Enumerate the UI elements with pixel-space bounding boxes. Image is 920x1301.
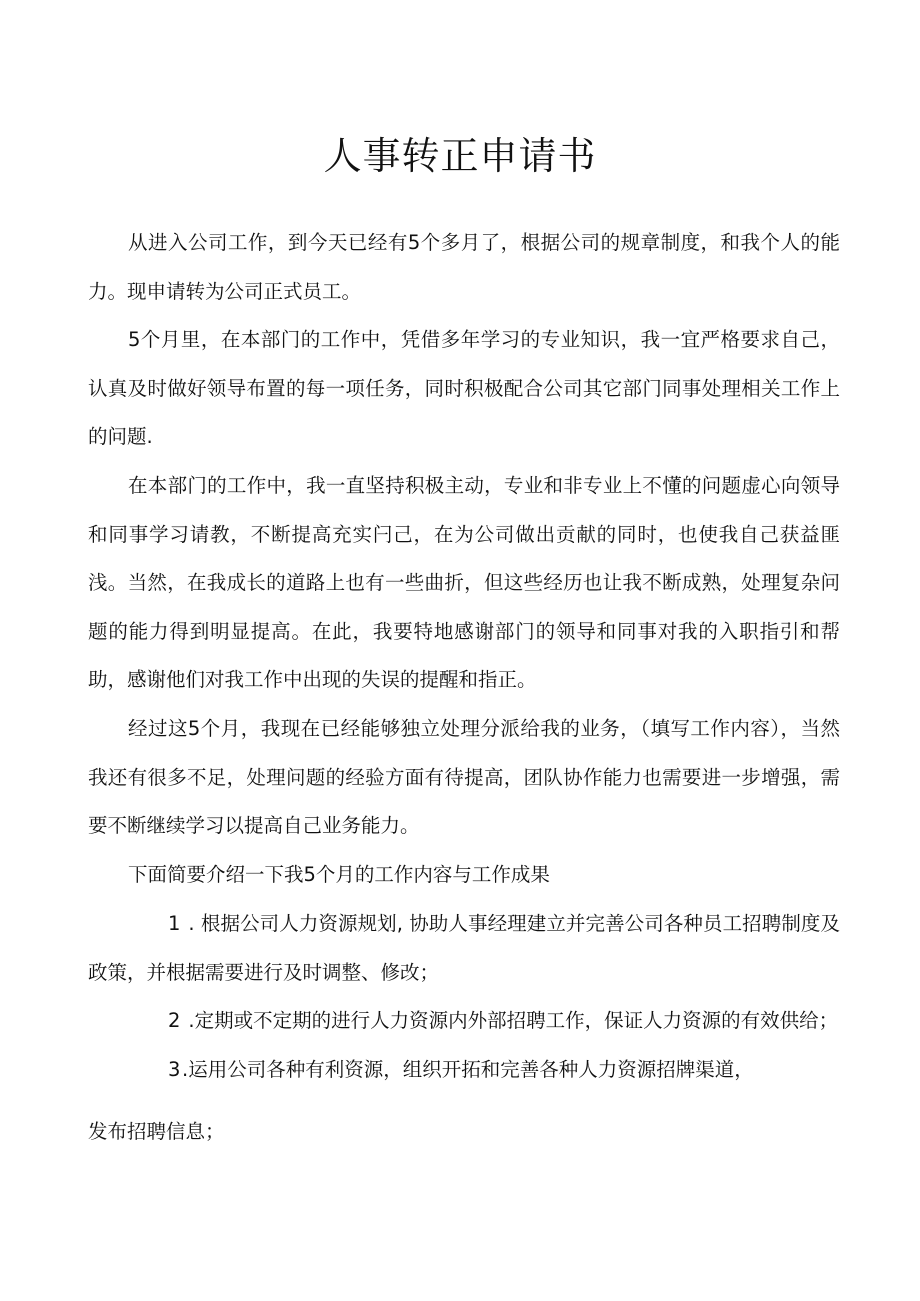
paragraph-4: 经过这5个月，我现在已经能够独立处理分派给我的业务，（填写工作内容），当然我还有很多不足，处理问题的经验方面有待提高，团队协作能力也需要进一步增强，需要不断继续学习以提高自己业务能力。: [88, 717, 840, 837]
list-item-text: .定期或不定期的进行人力资源内外部招聘工作，保证人力资源的有效供给；: [188, 1009, 839, 1032]
list-item-2: [88, 997, 840, 1046]
list-item-1: [88, 900, 840, 997]
paragraph-2: 5个月里，在本部门的工作中，凭借多年学习的专业知识，我一宜严格要求自己，认真及时做好领导布置的每一项任务，同时积极配合公司其它部门同事处理相关工作上的问题.: [88, 328, 840, 448]
list-item-text: .运用公司各种有利资源，组织开拓和完善各种人力资源招牌渠道，: [182, 1058, 754, 1081]
continuation-text: 发布招聘信息；: [88, 1120, 225, 1143]
list-item-text: . 根据公司人力资源规划, 协助人事经理建立并完善公司各种员工招聘制度及政策，并根据需要进行及时调整、修改；: [88, 912, 840, 984]
document-title: 人事转正申请书: [323, 134, 597, 178]
paragraph-5: 下面简要介绍一下我5个月的工作内容与工作成果: [128, 863, 550, 886]
paragraph-1: 从进入公司工作，到今天已经有5个多月了，根据公司的规章制度，和我个人的能力。现申请转为公司正式员工。: [88, 231, 840, 303]
list-item-number: 1: [168, 912, 181, 935]
list-item-number: 2: [168, 1009, 181, 1032]
paragraph-3: 在本部门的工作中，我一直坚持积极主动，专业和非专业上不懂的问题虚心向领导和同事学习请教，不断提高充实闩己，在为公司做出贡献的同时，也使我自己获益匪浅。当然，在我成长的道路上也有一些曲折，但这些经历也让我不断成熟，处理复杂问题的能力得到明显提高。在此，我要特地感谢部门的领导和同事对我的入职指引和帮助，感谢他们对我工作中出现的失误的提醒和指正。: [88, 474, 840, 691]
list-item-3: [88, 1046, 840, 1095]
list-item-number: 3: [168, 1058, 181, 1081]
